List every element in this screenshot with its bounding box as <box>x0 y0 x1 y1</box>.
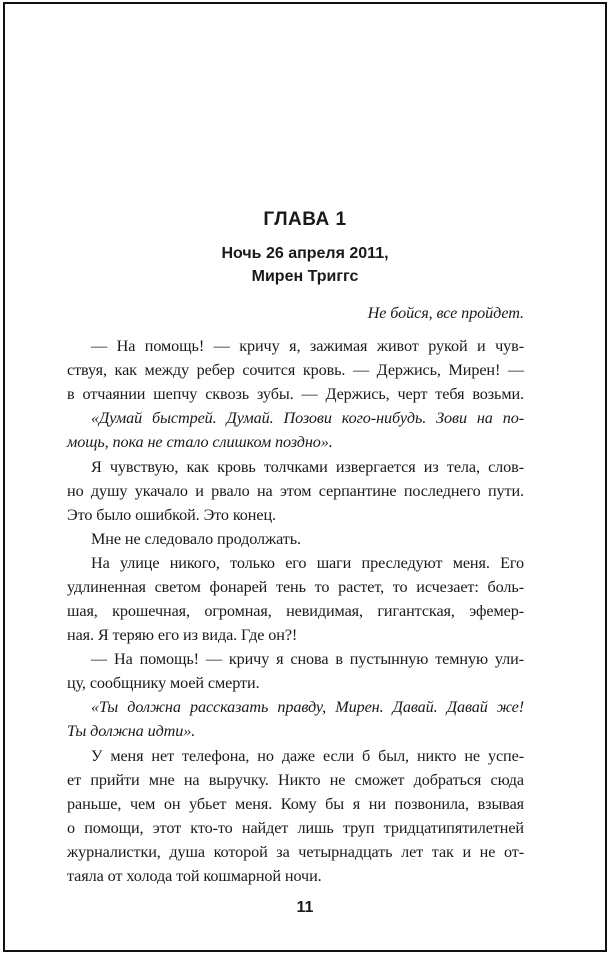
text-line: шая, крошечная, огромная, невидимая, гигантская, эфемер- <box>67 602 524 620</box>
text-line: в отчаянии шепчу сквозь зубы. — Держись, черт тебя возьми. <box>67 385 524 403</box>
text-line: — На помощь! — кричу я снова в пустынную темную ули- <box>91 650 524 668</box>
text-line: ная. Я теряю его из вида. Где он?! <box>67 626 298 644</box>
book-page <box>3 2 607 952</box>
text-line: журналистки, душа которой за четырнадцать лет так и не от- <box>67 843 524 861</box>
text-line: Мне не следовало продолжать. <box>91 530 301 548</box>
text-line: но душу укачало и рвало на этом серпантине последнего пути. <box>67 482 524 500</box>
text-line: На улице никого, только его шаги преследуют меня. Его <box>91 554 524 572</box>
subtitle-line-1: Ночь 26 апреля 2011, <box>221 245 389 262</box>
page-number: 11 <box>296 899 314 916</box>
text-line: «Ты должна рассказать правду, Мирен. Давай. Давай же! <box>91 698 524 716</box>
subtitle-line-2: Мирен Триггс <box>251 268 359 285</box>
text-line: Ты должна идти». <box>67 722 196 740</box>
text-line: о помощи, этот кто-то найдет лишь труп тридцатипятилетней <box>67 819 524 837</box>
text-line: удлиненная светом фонарей тень то растет, то исчезает: боль- <box>67 578 524 596</box>
text-line: ствуя, как между ребер сочится кровь. — Держись, Мирен! — <box>67 361 524 379</box>
text-line: «Думай быстрей. Думай. Позови кого-нибудь. Зови на по- <box>91 409 524 427</box>
text-line: Я чувствую, как кровь толчками извергается из тела, слов- <box>91 458 524 476</box>
text-line: таяла от холода той кошмарной ночи. <box>67 867 322 885</box>
text-line: — На помощь! — кричу я, зажимая живот рукой и чув- <box>91 337 524 355</box>
epigraph: Не бойся, все пройдет. <box>367 304 524 322</box>
chapter-subtitle <box>5 242 605 288</box>
text-line: раньше, чем он убьет меня. Кому бы я ни позвонила, взывая <box>67 795 524 813</box>
text-line: мощь, пока не стало слишком поздно». <box>67 433 333 451</box>
chapter-title: ГЛАВА 1 <box>263 209 347 230</box>
text-line: У меня нет телефона, но даже если б был, никто не успе- <box>91 747 524 765</box>
text-line: цу, сообщнику моей смерти. <box>67 674 260 692</box>
text-line: ет прийти мне на выручку. Никто не сможет добраться сюда <box>67 771 524 789</box>
text-line: Это было ошибкой. Это конец. <box>67 506 276 524</box>
